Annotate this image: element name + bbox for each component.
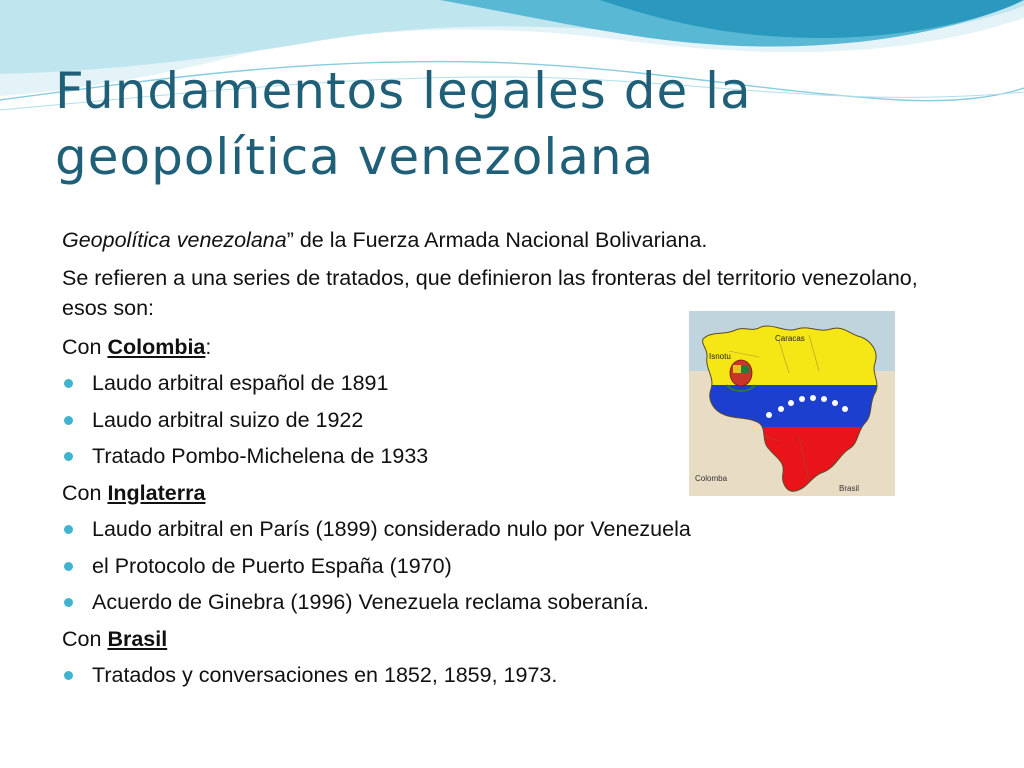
- list-item: Tratados y conversaciones en 1852, 1859, 1973.: [62, 657, 962, 694]
- list-item: Acuerdo de Ginebra (1996) Venezuela reclama soberanía.: [62, 584, 962, 621]
- intro-line: [62, 222, 962, 259]
- country-name: Inglaterra: [107, 480, 206, 505]
- treaty-list: [62, 511, 962, 621]
- treaty-list: [62, 657, 962, 694]
- country-name: Colombia: [107, 334, 206, 359]
- intro-italic-text: Geopolítica venezolana: [62, 228, 287, 252]
- map-label-caracas: Caracas: [775, 334, 805, 343]
- map-label-brasil: Brasil: [839, 484, 860, 493]
- venezuela-flag-map-image: [689, 311, 895, 496]
- list-item: el Protocolo de Puerto España (1970): [62, 548, 962, 585]
- intro-rest-text: ” de la Fuerza Armada Nacional Bolivariana.: [286, 228, 708, 252]
- section-brasil: [62, 621, 962, 694]
- map-label-isnotu: Isnotu: [709, 352, 731, 361]
- section-inglaterra: [62, 475, 962, 621]
- list-item: Laudo arbitral suizo de 1922: [62, 402, 962, 439]
- section-heading: Con Inglaterra: [62, 480, 206, 505]
- country-name: Brasil: [107, 626, 168, 651]
- slide-title: Fundamentos legales de la geopolítica venezolana: [55, 62, 752, 186]
- section-heading: Con Colombia:: [62, 334, 212, 359]
- list-item: Tratado Pombo-Michelena de 1933: [62, 438, 962, 475]
- map-label-colombia: Colomba: [695, 474, 728, 483]
- treaties-paragraph: Se refieren a una series de tratados, que definieron las fronteras del territorio venezolano, esos son:: [62, 265, 918, 320]
- section-heading: Con Brasil: [62, 626, 168, 651]
- list-item: Laudo arbitral español de 1891: [62, 365, 962, 402]
- list-item: Laudo arbitral en París (1899) considerado nulo por Venezuela: [62, 511, 962, 548]
